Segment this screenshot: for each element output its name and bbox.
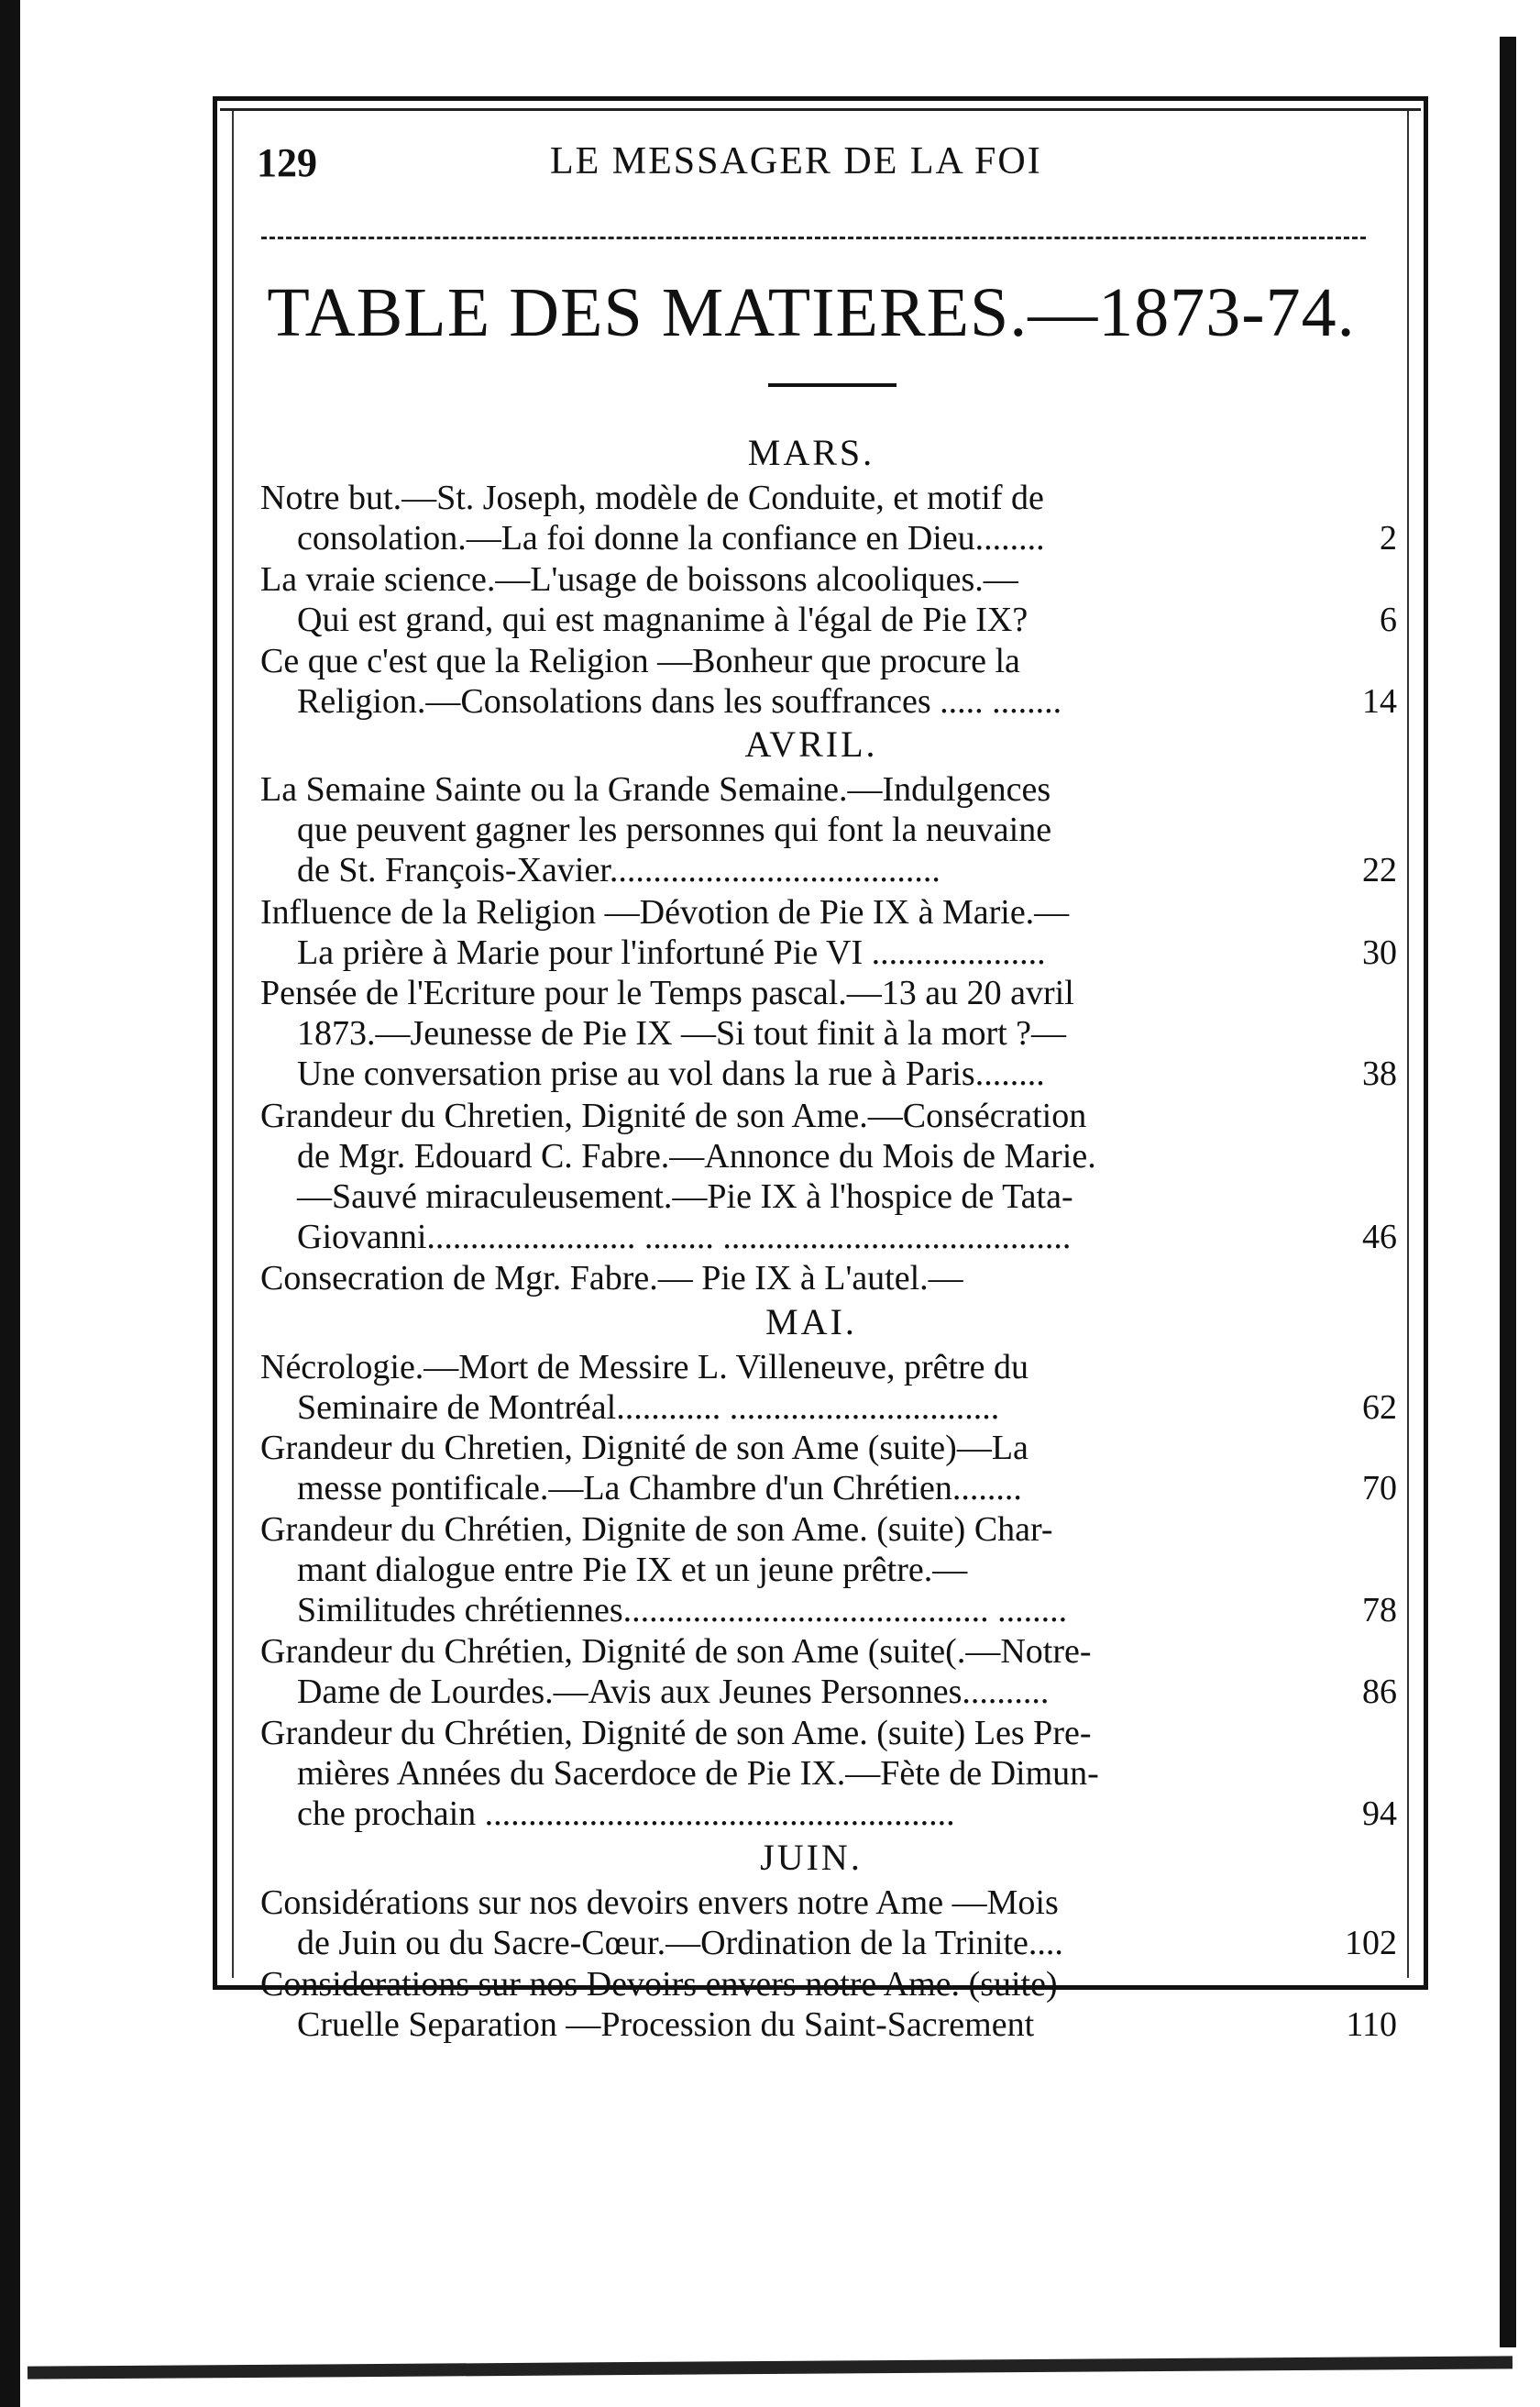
- toc-entry-text: Ce que c'est que la Religion —Bonheur que procure la: [260, 641, 1020, 680]
- toc-entry-text: Notre but.—St. Joseph, modèle de Conduite, et motif de: [260, 479, 1044, 517]
- toc-entry-text: 1873.—Jeunesse de Pie IX —Si tout finit à la mort ?—: [297, 1014, 1067, 1054]
- toc-entry: [260, 893, 1406, 974]
- toc-entry-text: Grandeur du Chretien, Dignité de son Ame (suite)—La: [260, 1429, 1028, 1468]
- toc-page-number: 70: [1362, 1469, 1397, 1508]
- toc-entry-line: [260, 1469, 1406, 1509]
- toc-entry: [260, 1883, 1406, 1964]
- toc-entry-line: [260, 1388, 1406, 1429]
- month-heading: AVRIL.: [744, 723, 878, 766]
- running-title: LE MESSAGER DE LA FOI: [550, 140, 1042, 182]
- toc-entry: [260, 1259, 1406, 1299]
- toc-entry-text: consolation.—La foi donne la confiance en Dieu........: [297, 519, 1045, 558]
- title-rule: [768, 383, 896, 387]
- toc-entry-text: La vraie science.—L'usage de boissons alcooliques.—: [260, 559, 1018, 599]
- toc-entry-text: Religion.—Consolations dans les souffrances ..... ........: [297, 681, 1062, 721]
- toc-entry-line: [260, 479, 1406, 519]
- toc-entry-text: Une conversation prise au vol dans la rue à Paris........: [297, 1054, 1045, 1094]
- toc-entry-line: [260, 1137, 1406, 1177]
- toc-entry-line: [260, 1714, 1406, 1754]
- frame-top-rule: [220, 108, 1421, 111]
- toc-page-number: 62: [1362, 1387, 1397, 1427]
- toc-entry-line: [260, 1965, 1406, 2005]
- toc-entry-line: [260, 2005, 1406, 2046]
- toc-entry-text: Seminaire de Montréal............ ...............................: [297, 1387, 1000, 1427]
- toc-entry-text: —Sauvé miraculeusement.—Pie IX à l'hospice de Tata-: [297, 1176, 1073, 1216]
- toc-entry-line: [260, 601, 1406, 641]
- toc-entry-line: [260, 1632, 1406, 1673]
- toc-entry-text: Similitudes chrétiennes.......................................... ........: [297, 1591, 1068, 1630]
- toc-entry-text: de St. François-Xavier......................................: [297, 851, 940, 890]
- scan-edge-right: [1500, 37, 1516, 2347]
- toc-entry-line: [260, 1510, 1406, 1551]
- toc-entry-text: Grandeur du Chretien, Dignité de son Ame.—Consécration: [260, 1096, 1087, 1135]
- toc-entry-text: Cruelle Separation —Procession du Saint-Sacrement: [297, 2005, 1035, 2045]
- toc-entry: [260, 1429, 1406, 1509]
- toc-entry-text: mières Années du Sacerdoce de Pie IX.—Fète de Dimun-: [297, 1754, 1099, 1794]
- toc-entry-line: [260, 851, 1406, 891]
- toc-entry: [260, 560, 1406, 641]
- scan-edge-bottom: [28, 2356, 1512, 2379]
- toc-entry-line: [260, 642, 1406, 682]
- toc-entry-text: Pensée de l'Ecriture pour le Temps pascal.—13 au 20 avril: [260, 974, 1074, 1013]
- toc-page-number: 110: [1346, 2005, 1397, 2045]
- toc-entry-line: [260, 1218, 1406, 1258]
- toc-entry-line: [260, 1883, 1406, 1924]
- toc-entry-text: Considérations sur nos devoirs envers notre Ame —Mois: [260, 1883, 1059, 1923]
- toc-page-number: 22: [1362, 851, 1397, 890]
- toc-entry-line: [260, 1429, 1406, 1469]
- toc-entry: [260, 479, 1406, 559]
- toc-page-number: 86: [1362, 1673, 1397, 1712]
- toc-entry-text: che prochain ......................................................: [297, 1794, 955, 1834]
- toc-entry-line: [260, 1348, 1406, 1388]
- page-number: 129: [257, 140, 317, 185]
- toc-entry: [260, 1714, 1406, 1835]
- toc-entry-text: La Semaine Sainte ou la Grande Semaine.—Indulgences: [260, 770, 1051, 810]
- month-heading: MAI.: [765, 1300, 857, 1342]
- toc-entry-line: [260, 811, 1406, 851]
- toc-entry-line: [260, 560, 1406, 601]
- toc-entry-line: [260, 974, 1406, 1014]
- toc-entry-text: Influence de la Religion —Dévotion de Pie IX à Marie.—: [260, 892, 1070, 932]
- toc-entry-line: [260, 893, 1406, 933]
- toc-page-number: 94: [1362, 1794, 1397, 1834]
- toc-entry-line: [260, 1014, 1406, 1054]
- toc-entry: [260, 1632, 1406, 1713]
- toc-entry-line: [260, 1177, 1406, 1218]
- toc-entry-text: messe pontificale.—La Chambre d'un Chrétien........: [297, 1469, 1022, 1508]
- toc-entry-line: [260, 1097, 1406, 1137]
- toc-entry-text: mant dialogue entre Pie IX et un jeune prêtre.—: [297, 1551, 968, 1590]
- toc-entry-text: Grandeur du Chrétien, Dignité de son Ame. (suite) Les Pre-: [260, 1714, 1092, 1753]
- toc-entry-line: [260, 1054, 1406, 1095]
- toc-page-number: 102: [1345, 1924, 1397, 1963]
- toc-entry-line: [260, 1754, 1406, 1794]
- page-title: TABLE DES MATIERES.—1873-74.: [267, 274, 1356, 351]
- toc-entry-text: de Juin ou du Sacre-Cœur.—Ordination de la Trinite....: [297, 1924, 1063, 1963]
- toc-entry-line: [260, 1551, 1406, 1591]
- toc-page-number: 46: [1362, 1217, 1397, 1256]
- toc-entry-text: Grandeur du Chrétien, Dignite de son Ame. (suite) Char-: [260, 1510, 1053, 1550]
- toc-page-number: 14: [1362, 681, 1397, 721]
- toc-entry-text: Giovanni........................ ........ ........................................: [297, 1217, 1072, 1256]
- toc-entry-text: que peuvent gagner les personnes qui font la neuvaine: [297, 811, 1052, 850]
- toc-page-number: 38: [1362, 1054, 1397, 1094]
- toc-entry-line: [260, 1924, 1406, 1964]
- toc-entry: [260, 642, 1406, 723]
- toc-page-number: 78: [1362, 1591, 1397, 1630]
- toc-entry-line: [260, 770, 1406, 811]
- toc-entry-text: La prière à Marie pour l'infortuné Pie VI ....................: [297, 933, 1046, 972]
- toc-entry-text: Dame de Lourdes.—Avis aux Jeunes Personnes..........: [297, 1673, 1050, 1712]
- toc-entry: [260, 1965, 1406, 2046]
- toc-entry: [260, 1510, 1406, 1631]
- toc-entry-text: Qui est grand, qui est magnanime à l'égal de Pie IX?: [297, 600, 1028, 639]
- toc-entry-line: [260, 1673, 1406, 1713]
- month-heading: MARS.: [747, 432, 875, 473]
- toc-entry-text: Grandeur du Chrétien, Dignité de son Ame (suite(.—Notre-: [260, 1632, 1092, 1672]
- toc-entry: [260, 974, 1406, 1095]
- toc-entry-line: [260, 519, 1406, 559]
- scan-edge-left: [0, 0, 20, 2407]
- toc-entry-line: [260, 1794, 1406, 1835]
- toc-page-number: 2: [1380, 519, 1397, 558]
- toc-entry-text: de Mgr. Edouard C. Fabre.—Annonce du Mois de Marie.: [297, 1136, 1096, 1176]
- toc-entry: [260, 1348, 1406, 1429]
- month-heading: JUIN.: [760, 1837, 863, 1879]
- toc-entry-line: [260, 682, 1406, 723]
- toc-page-number: 6: [1380, 600, 1397, 639]
- toc-entry-text: Considerations sur nos Devoirs envers notre Ame. (suite): [260, 1965, 1058, 2004]
- toc-entry: [260, 770, 1406, 891]
- toc-entry-line: [260, 1259, 1406, 1299]
- header-rule: [261, 237, 1366, 239]
- toc-entry-text: Nécrologie.—Mort de Messire L. Villeneuve, prêtre du: [260, 1347, 1029, 1386]
- page-header: [257, 139, 1357, 194]
- toc-entry-text: Consecration de Mgr. Fabre.— Pie IX à L'autel.—: [260, 1259, 963, 1298]
- toc-page-number: 30: [1362, 933, 1397, 972]
- toc-entry-line: [260, 1591, 1406, 1631]
- toc-entry: [260, 1097, 1406, 1258]
- toc-entry-line: [260, 933, 1406, 974]
